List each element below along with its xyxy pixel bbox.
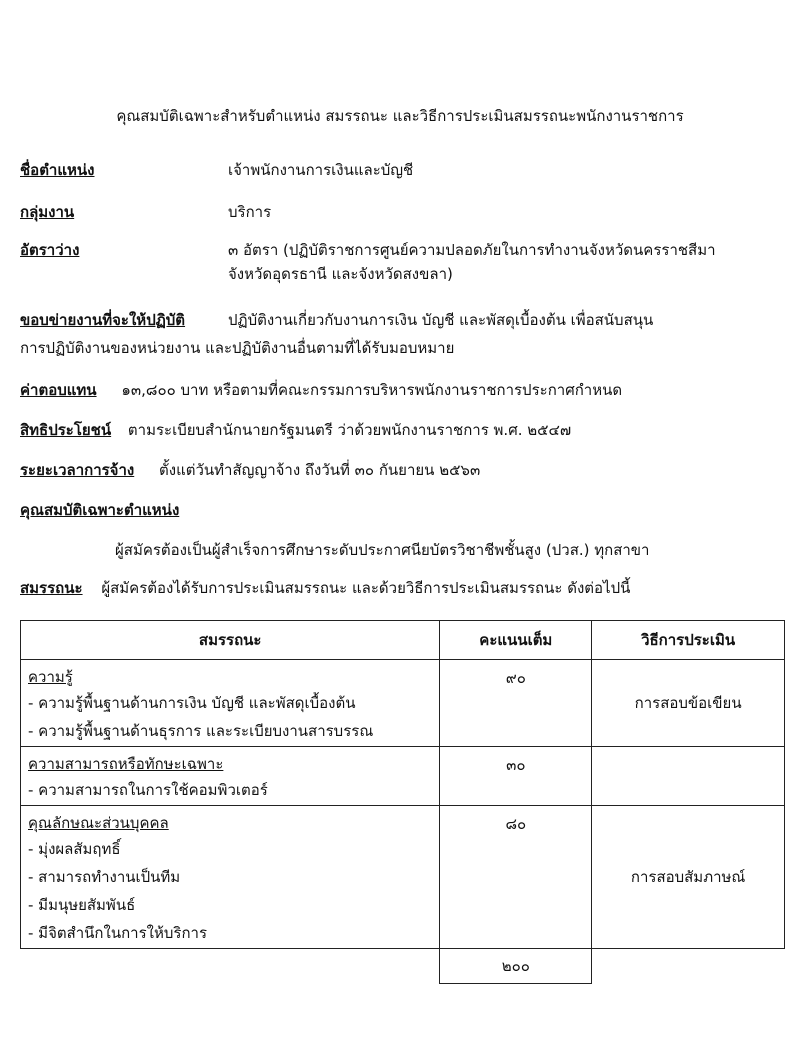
- vacancy-row: [20, 238, 79, 262]
- position-label: ชื่อตำแหน่ง: [20, 161, 95, 179]
- group-value: บริการ: [228, 203, 272, 221]
- group-name: ความสามารถหรือทักษะเฉพาะ: [28, 755, 224, 773]
- group-row: [20, 200, 74, 224]
- header-competency: สมรรถนะ: [21, 621, 440, 660]
- vacancy-line1: ๓ อัตรา (ปฏิบัติราชการศูนย์ความปลอดภัยในการทำงานจังหวัดนครราชสีมา: [228, 241, 716, 259]
- position-row: [20, 158, 95, 182]
- vacancy-line2: จังหวัดอุดรธานี และจังหวัดสงขลา): [228, 265, 453, 283]
- list-item: - ความสามารถในการใช้คอมพิวเตอร์: [28, 781, 268, 799]
- table-row: [21, 747, 785, 806]
- group-knowledge: [21, 660, 440, 747]
- group-label: กลุ่มงาน: [20, 203, 75, 221]
- table-row: [21, 806, 785, 949]
- group-skill: [21, 747, 440, 806]
- scope-line2: การปฏิบัติงานของหน่วยงาน และปฏิบัติงานอื่นตามที่ได้รับมอบหมาย: [20, 339, 455, 357]
- qualification-row: [20, 498, 179, 522]
- position-value: เจ้าพนักงานการเงินและบัญชี: [228, 161, 414, 179]
- document-title: คุณสมบัติเฉพาะสำหรับตำแหน่ง สมรรถนะ และวิธีการประเมินสมรรถนะพนักงานราชการ: [116, 107, 684, 125]
- competency-value: ผู้สมัครต้องได้รับการประเมินสมรรถนะ และด้วยวิธีการประเมินสมรรถนะ ดังต่อไปนี้: [101, 579, 631, 597]
- method-written: การสอบข้อเขียน: [592, 660, 785, 747]
- header-score: คะแนนเต็ม: [440, 621, 592, 660]
- method-written-continued: [592, 747, 785, 806]
- salary-value: ๑๓,๘๐๐ บาท หรือตามที่คณะกรรมการบริหารพนักงานราชการประกาศกำหนด: [121, 381, 623, 399]
- salary-row: [20, 378, 622, 402]
- benefit-label: สิทธิประโยชน์: [20, 421, 112, 439]
- list-item: - สามารถทำงานเป็นทีม: [28, 868, 181, 886]
- method-interview: การสอบสัมภาษณ์: [592, 806, 785, 949]
- group-name: คุณลักษณะส่วนบุคคล: [28, 814, 169, 832]
- competency-row: [20, 576, 630, 600]
- scope-line1: ปฏิบัติงานเกี่ยวกับงานการเงิน บัญชี และพัสดุเบื้องต้น เพื่อสนับสนุน: [228, 311, 654, 329]
- header-method: วิธีการประเมิน: [592, 621, 785, 660]
- list-item: - มุ่งผลสัมฤทธิ์: [28, 840, 121, 858]
- table-row: [21, 660, 785, 747]
- competency-label: สมรรถนะ: [20, 579, 83, 597]
- list-item: - มีจิตสำนึกในการให้บริการ: [28, 924, 208, 942]
- table-header-row: [21, 621, 785, 660]
- qualification-value: ผู้สมัครต้องเป็นผู้สำเร็จการศึกษาระดับประกาศนียบัตรวิชาชีพชั้นสูง (ปวส.) ทุกสาขา: [115, 541, 650, 559]
- vacancy-label: อัตราว่าง: [20, 241, 80, 259]
- duration-row: [20, 458, 480, 482]
- benefit-value: ตามระเบียบสำนักนายกรัฐมนตรี ว่าด้วยพนักงานราชการ พ.ศ. ๒๕๔๗: [127, 421, 572, 439]
- list-item: - ความรู้พื้นฐานด้านธุรการ และระเบียบงานสารบรรณ: [28, 722, 374, 740]
- duration-label: ระยะเวลาการจ้าง: [20, 461, 135, 479]
- salary-label: ค่าตอบแทน: [20, 381, 97, 399]
- group-name: ความรู้: [28, 668, 73, 686]
- list-item: - มีมนุษยสัมพันธ์: [28, 896, 136, 914]
- group-score: ๙๐: [440, 660, 592, 747]
- group-score: ๓๐: [440, 747, 592, 806]
- competency-table: [20, 620, 785, 984]
- total-score: ๒๐๐: [440, 949, 592, 984]
- duration-value: ตั้งแต่วันทำสัญญาจ้าง ถึงวันที่ ๓๐ กันยายน ๒๕๖๓: [159, 461, 481, 479]
- benefit-row: [20, 418, 571, 442]
- group-score: ๘๐: [440, 806, 592, 949]
- scope-label: ขอบข่ายงานที่จะให้ปฏิบัติ: [20, 311, 186, 329]
- group-personal: [21, 806, 440, 949]
- table-total-row: [21, 949, 785, 984]
- scope-row: [20, 308, 185, 332]
- qualification-label: คุณสมบัติเฉพาะตำแหน่ง: [20, 501, 180, 519]
- list-item: - ความรู้พื้นฐานด้านการเงิน บัญชี และพัสดุเบื้องต้น: [28, 694, 356, 712]
